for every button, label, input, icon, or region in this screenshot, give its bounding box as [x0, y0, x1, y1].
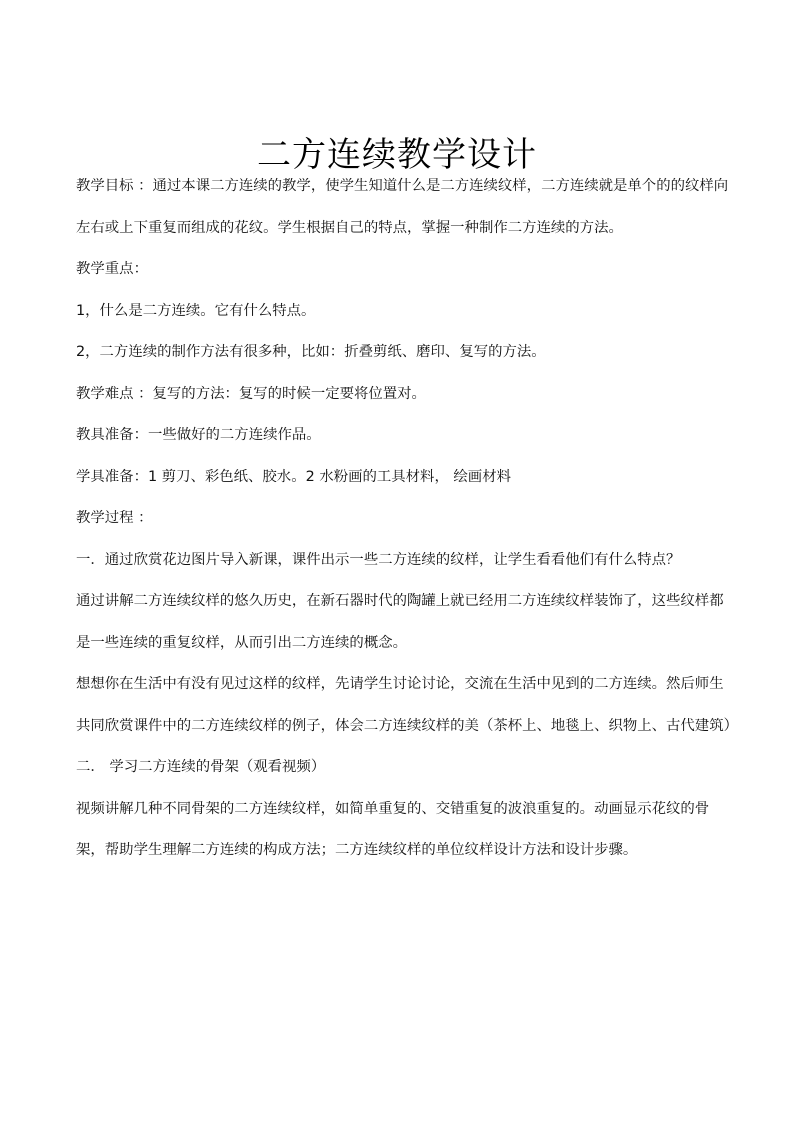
paragraph-difficulty: 教学难点 ：复写的方法：复写的时候一定要将位置对。	[76, 385, 426, 402]
paragraph-key-point-2: 2，二方连续的制作方法有很多种，比如：折叠剪纸、磨印、复写的方法。	[76, 344, 546, 360]
paragraph-process-heading: 教学过程 ：	[76, 510, 153, 526]
paragraph-student-materials: 学具准备：1 剪刀、彩色纸、胶水。2 水粉画的工具材料， 绘画材料	[76, 468, 511, 485]
paragraph-history: 通过讲解二方连续纹样的悠久历史，在新石器时代的陶罐上就已经用二方连续纹样装饰了，这些纹样都是一些连续的重复纹样，从而引出二方连续的概念。	[76, 593, 724, 651]
paragraph-key-points-heading: 教学重点：	[76, 261, 148, 277]
paragraph-step-1: 一．通过欣赏花边图片导入新课，课件出示一些二方连续的纹样，让学生看看他们有什么特点？	[76, 551, 681, 568]
paragraph-teaching-aids: 教具准备：一些做好的二方连续作品。	[76, 427, 321, 443]
paragraph-step-2: 二． 学习二方连续的骨架（观看视频）	[76, 759, 326, 775]
document-title: 二方连续教学设计	[257, 134, 537, 175]
paragraph-video: 视频讲解几种不同骨架的二方连续纹样，如简单重复的、交错重复的波浪重复的。动画显示花纹的骨架，帮助学生理解二方连续的构成方法；二方连续纹样的单位纹样设计方法和设计步骤。	[76, 800, 710, 858]
paragraph-teaching-goal: 教学目标 ：通过本课二方连续的教学，使学生知道什么是二方连续纹样，二方连续就是单个的的纹样向左右或上下重复而组成的花纹。学生根据自己的特点，掌握一种制作二方连续的方法。	[76, 178, 729, 236]
document-body	[76, 166, 736, 872]
paragraph-key-point-1: 1，什么是二方连续。它有什么特点。	[76, 302, 316, 319]
paragraph-discussion: 想想你在生活中有没有见过这样的纹样，先请学生讨论讨论，交流在生活中见到的二方连续。然后师生共同欣赏课件中的二方连续纹样的例子，体会二方连续纹样的美（茶杯上、地毯上、织物上、古代建筑）	[76, 676, 738, 734]
